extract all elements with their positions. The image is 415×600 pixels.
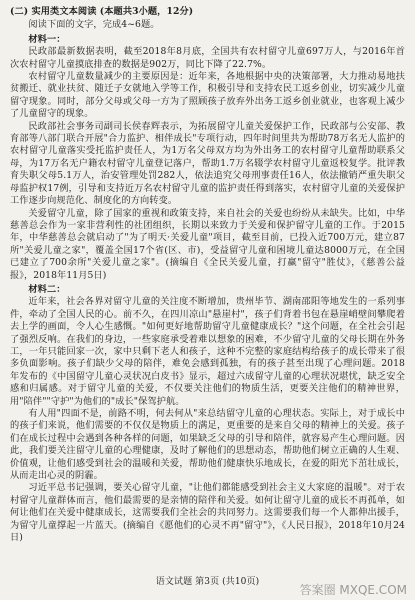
material1-paragraph: 民政部社会事务司副司长侯春辉表示，为拓展留守儿童关爱保护工作，民政部与公安部、教育部等八部门联合开展"合力监护、相伴成长"专项行动，四年时间里共为帮助78万名无人监护的农村留守儿童落实受托监护责任人，为1万名父母双方均为外出务工的农村留守儿童帮助联系父母，为17万名无户籍农村留守儿童登记落户，帮助1.7万名辍学农村留守儿童返校复学。批评教育失职父母5.1万人，治安管理处罚282人，依法追究父母刑事责任16人，依法撤销严重失职父母监护权17例，引导和支持近万名农村留守儿童的监护责任得到落实，农村留守儿童的关爱保护工作逐步向规范化、制度化的方向转变。 — [10, 120, 405, 207]
material1-paragraph: 农村留守儿童数量减少的主要原因是：近年来，各地根据中央的决策部署，大力推动易地扶贫搬迁、就业扶贫、随迁子女就地入学等工作，积极引导和支持农民工返乡创业，切实减少儿童留守现象。同时，部分父母或父母一方为了照顾孩子放弃外出务工返乡创业就业，也客观上减少了儿童留守的现象。 — [10, 71, 405, 120]
page-footer: 语文试题 第3页 (共10页) — [155, 576, 260, 587]
material2-paragraph: 习近平总书记强调，要关心留守儿童，"让他们都能感受到社会主义大家庭的温暖"。对于农村留守儿童群体而言，他们最需要的是亲情的陪伴和关爱。如何让留守儿童的成长不再孤单，如何让他们在关爱中健康成长，这需要我们全社会的共同努力。这需要我们每一个人都伸出援手，为留守儿童撑起一片蓝天。(摘编自《愿他们的心灵不再"留守"》，《人民日报》，2018年10月24日) — [10, 482, 405, 544]
material2-label: 材料二： — [28, 283, 66, 295]
material1-paragraph: 民政部最新数据表明，截至2018年8月底，全国共有农村留守儿童697万人，与2016年首次农村留守儿童摸底排查的数据是902万，同比下降了22.7%。 — [10, 46, 405, 70]
material1-paragraph: 关爱留守儿童，除了国家的重视和政策支持，来自社会的关爱也纷纷从未缺失。比如，中华慈善总会作为一家非营利性的社团组织，长期以来致力于关爱和保护留守儿童的工作。于2015年，中华慈善总会就启动了"为了明天·关爱儿童"项目，截至目前，已投入近700万元，建立87所"关爱儿童之家"，覆盖全国17个省(区、市)，受益留守儿童和困境儿童达8000万元，在全国已建立了700余所"关爱儿童之家"。(摘编自《全民关爱儿童，打赢"留守"胜仗》，《慈善公益报》，2018年11月5日) — [10, 207, 405, 281]
section-heading: (二) 实用类文本阅读 (本题共3小题，12分) — [10, 6, 194, 17]
material1-label: 材料一： — [28, 33, 66, 45]
material2-paragraph: 有人用"四面不是，前路不明，何去何从"来总结留守儿童的心理状态。实际上，对于成长中的孩子们来说，他们需要的不仅仅是物质上的满足，更重要的是来自父母的精神上的关爱。孩子们在成长过程中会遇到各种各样的问题，如果缺乏父母的引导和陪伴，就容易产生心理问题。因此，我们要关注留守儿童的心理健康，及时了解他们的思想动态，帮助他们树立正确的人生观、价值观，让他们感受到社会的温暖和关爱，帮助他们健康快乐地成长，在爱的阳光下茁壮成长，从而走出心灵的阴霾。 — [10, 408, 405, 482]
section-instruction: 阅读下面的文字，完成4~6题。 — [28, 19, 160, 31]
watermark: 答案圈 MXQE.COM — [299, 583, 407, 597]
exam-page — [10, 6, 405, 594]
material2-paragraph: 近年来，社会各界对留守儿童的关注度不断增加，贵州毕节、湖南邵阳等地发生的一系列事件，牵动了全国人民的心。前不久，在四川凉山"悬崖村"，孩子们背着书包在悬崖峭壁间攀爬着去上学的画面，令人心生感慨。"如何更好地帮助留守儿童健康成长？"这个问题，在全社会引起了强烈反响。在我们的身边，一些家庭承受着难以想象的困难，不少留守儿童的父母长期在外务工，一年只能回家一次，家中只剩下老人和孩子，这种不完整的家庭结构给孩子的成长带来了很多负面影响。孩子们缺少父母的陪伴，难免会感到孤独，有的孩子甚至出现了心理问题。2018年发布的《中国留守儿童心灵状况白皮书》显示，超过六成留守儿童的心理状况堪忧，缺乏安全感和归属感。对于留守儿童的关爱，不仅要关注他们的物质生活，更要关注他们的精神世界，用"陪伴""守护"为他们的"成长"保驾护航。 — [10, 296, 405, 407]
